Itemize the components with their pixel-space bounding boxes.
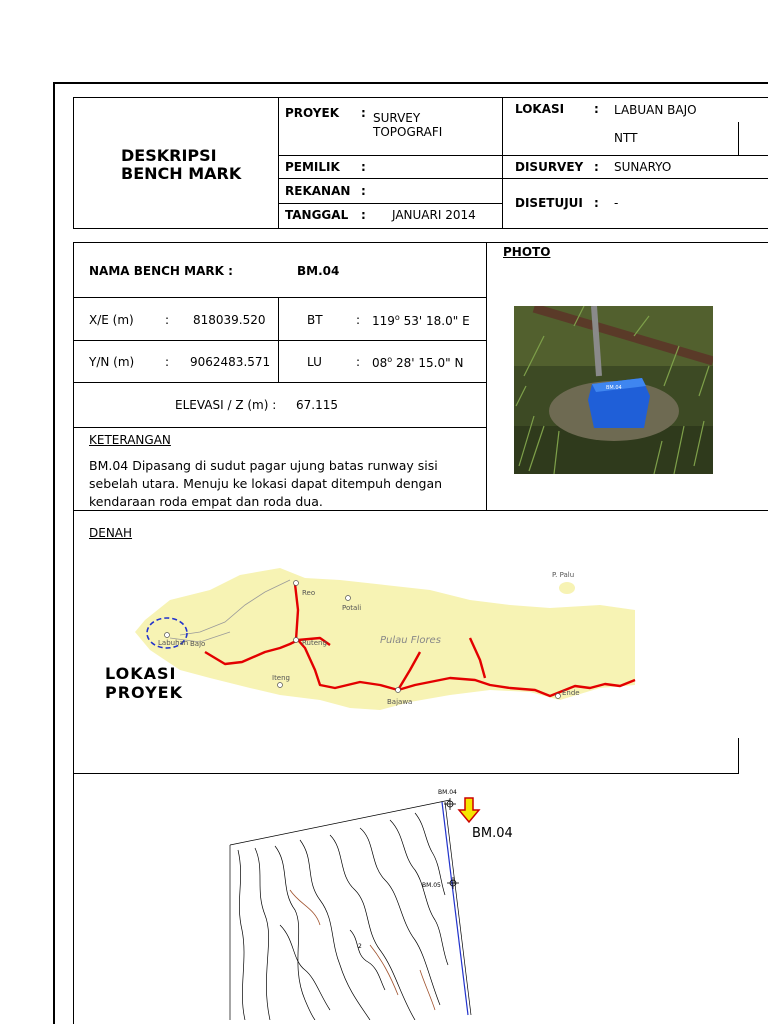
disurvey-value: SUNARYO <box>614 160 672 174</box>
photo-label: PHOTO <box>503 245 551 259</box>
bt-label: BT <box>307 313 323 327</box>
tanggal-colon: : <box>361 208 366 222</box>
place-pulau-flores: Pulau Flores <box>380 635 441 646</box>
place-bajo: Bajo <box>190 640 206 648</box>
bm05-marker-icon <box>447 877 459 889</box>
page-frame-top <box>53 82 768 84</box>
disetujui-value: - <box>614 196 619 210</box>
lokasi-colon: : <box>594 102 599 116</box>
arrow-down-icon <box>459 798 479 822</box>
bm04-big-label: BM.04 <box>472 826 513 841</box>
elevasi-value: 67.115 <box>296 398 338 412</box>
xe-label: X/E (m) <box>89 313 134 327</box>
disetujui-label: DISETUJUI <box>515 196 583 210</box>
yn-colon: : <box>165 355 170 369</box>
contour-sketch <box>220 780 520 1020</box>
elevasi-label: ELEVASI / Z (m) : <box>175 398 277 412</box>
yn-label: Y/N (m) <box>89 355 135 369</box>
contour-lines <box>230 800 450 1020</box>
lokasi-label: LOKASI <box>515 102 565 116</box>
place-p-palu: P. Palu <box>552 571 575 579</box>
runway-boundary-line <box>442 802 468 1015</box>
bench-mark-name-label: NAMA BENCH MARK : <box>89 264 233 278</box>
photo-cap-text: BM.04 <box>606 385 622 391</box>
xe-colon: : <box>165 313 170 327</box>
denah-label: DENAH <box>89 526 133 540</box>
bm04-small-label: BM.04 <box>438 789 457 796</box>
page-frame-left <box>53 82 55 1024</box>
yn-value: 9062483.571 <box>190 355 271 369</box>
lu-label: LU <box>307 355 322 369</box>
contour-index-lines <box>290 890 435 1010</box>
bt-colon: : <box>356 313 361 327</box>
pemilik-label: PEMILIK <box>285 160 340 174</box>
document-title-line2: BENCH MARK <box>121 164 242 183</box>
place-potali: Potali <box>342 604 362 612</box>
keterangan-line2: sebelah utara. Menuju ke lokasi dapat ditempuh dengan <box>89 476 443 491</box>
bench-mark-photo <box>514 306 713 474</box>
bm05-label: BM.05 <box>422 882 441 889</box>
place-iteng: Iteng <box>272 674 290 682</box>
lokasi-value-line1: LABUAN BAJO <box>614 103 697 117</box>
proyek-colon: : <box>361 106 366 120</box>
disetujui-colon: : <box>594 196 599 210</box>
rekanan-colon: : <box>361 184 366 198</box>
keterangan-label: KETERANGAN <box>89 433 171 447</box>
keterangan-line1: BM.04 Dipasang di sudut pagar ujung batas runway sisi <box>89 458 438 473</box>
rekanan-label: REKANAN <box>285 184 351 198</box>
lokasi-value-line2: NTT <box>614 131 638 145</box>
keterangan-line3: kendaraan roda empat dan roda dua. <box>89 494 323 509</box>
bt-value: 119$^o$ 53' 18.0" E <box>372 313 470 328</box>
proyek-value-line2: TOPOGRAFI <box>373 125 443 139</box>
flores-location-map <box>130 560 640 720</box>
disurvey-label: DISURVEY <box>515 160 584 174</box>
place-ende: Ende <box>562 689 580 697</box>
proyek-value-line1: SURVEY <box>373 111 421 125</box>
palu-island-shape <box>559 582 575 594</box>
lu-value: 08$^o$ 28' 15.0" N <box>372 355 464 370</box>
lu-colon: : <box>356 355 361 369</box>
lokasi-proyek-line2: PROYEK <box>105 683 183 702</box>
place-labuhan: Labuhan <box>158 639 189 647</box>
tanggal-value: JANUARI 2014 <box>392 208 476 222</box>
place-bajawa: Bajawa <box>387 698 413 706</box>
place-ruteng: Ruteng <box>302 639 327 647</box>
lokasi-proyek-line1: LOKASI <box>105 664 177 683</box>
document-title-line1: DESKRIPSI <box>121 146 217 165</box>
pemilik-colon: : <box>361 160 366 174</box>
tanggal-label: TANGGAL <box>285 208 349 222</box>
bench-mark-name-value: BM.04 <box>297 264 340 278</box>
proyek-label: PROYEK <box>285 106 339 120</box>
xe-value: 818039.520 <box>193 313 266 327</box>
place-reo: Reo <box>302 589 316 597</box>
disurvey-colon: : <box>594 160 599 174</box>
contour-number-label: 2 <box>358 943 362 950</box>
